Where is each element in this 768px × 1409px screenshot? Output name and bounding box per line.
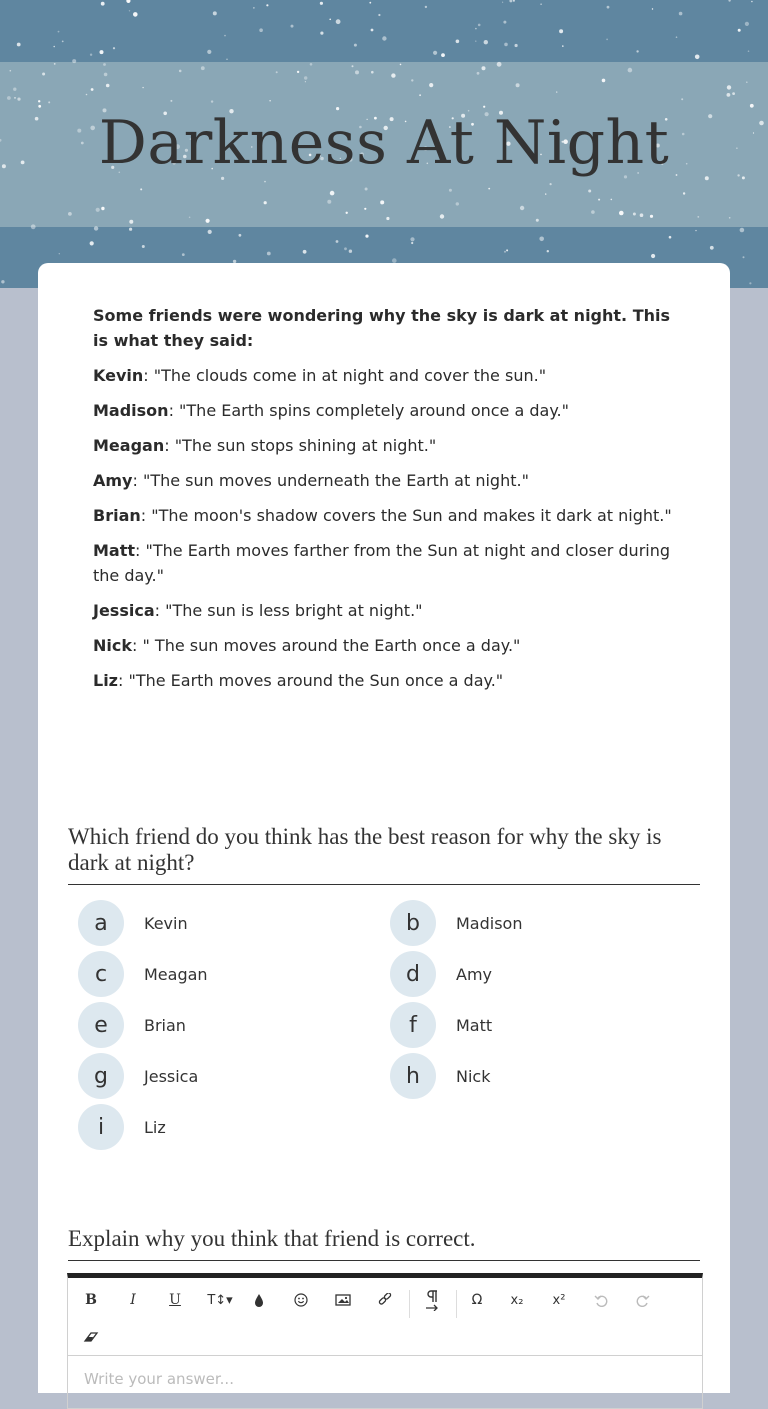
- intro-text: [93, 303, 673, 703]
- snowflake: [113, 47, 115, 49]
- snowflake: [441, 53, 445, 57]
- snowflake: [126, 0, 130, 3]
- option-letter-badge[interactable]: c: [78, 951, 124, 997]
- snowflake: [591, 210, 595, 214]
- option-label: Amy: [456, 964, 492, 984]
- snowflake: [96, 208, 100, 212]
- snowflake: [182, 253, 185, 256]
- snowflake: [602, 79, 606, 83]
- snowflake: [411, 79, 413, 81]
- option-letter-badge[interactable]: a: [78, 900, 124, 946]
- snowflake: [697, 216, 699, 218]
- statement-madison: [93, 398, 673, 423]
- snowflake: [140, 188, 142, 190]
- snowflake: [738, 29, 741, 32]
- snowflake: [391, 73, 395, 77]
- snowflake: [503, 21, 506, 24]
- snowflake: [449, 189, 452, 192]
- snowflake: [365, 235, 368, 238]
- snowflake: [42, 73, 45, 76]
- snowflake: [142, 87, 143, 88]
- snowflake: [545, 193, 546, 194]
- snowflake: [652, 8, 653, 9]
- snowflake: [484, 40, 488, 44]
- snowflake: [354, 44, 357, 47]
- ink-drop-icon: [253, 1293, 265, 1307]
- snowflake: [745, 22, 749, 26]
- option-e[interactable]: [78, 1002, 378, 1048]
- statement-brian: [93, 503, 673, 528]
- intro-lead: Some friends were wondering why the sky is dark at night. This is what they said:: [93, 306, 671, 350]
- statement-liz: [93, 668, 673, 693]
- snowflake: [419, 94, 421, 96]
- snowflake: [90, 241, 94, 245]
- snowflake: [226, 59, 227, 60]
- snowflake: [559, 29, 563, 33]
- snowflake: [327, 200, 331, 204]
- snowflake: [504, 251, 506, 253]
- snowflake: [31, 224, 36, 229]
- image-button[interactable]: [328, 1285, 358, 1315]
- statement-speaker: Meagan: [93, 436, 165, 455]
- emoji-button[interactable]: [286, 1285, 316, 1315]
- snowflake: [10, 70, 12, 72]
- statement-speaker: Matt: [93, 541, 136, 560]
- snowflake: [429, 83, 433, 87]
- snowflake: [269, 100, 270, 101]
- snowflake: [633, 213, 636, 216]
- snowflake: [732, 92, 735, 95]
- snowflake: [695, 55, 700, 60]
- snowflake: [101, 207, 104, 210]
- snowflake: [142, 245, 145, 248]
- answer-editor: [67, 1273, 703, 1409]
- snowflake: [369, 2, 371, 4]
- snowflake: [364, 208, 366, 210]
- option-label: Kevin: [144, 913, 188, 933]
- snowflake: [59, 253, 60, 254]
- snowflake: [72, 59, 76, 63]
- option-g[interactable]: [78, 1053, 378, 1099]
- snowflake: [710, 246, 714, 250]
- snowflake: [411, 242, 413, 244]
- snowflake: [728, 0, 730, 2]
- statement-speaker: Brian: [93, 506, 141, 525]
- header-banner: [0, 0, 768, 288]
- snowflake: [513, 0, 515, 2]
- redo-icon: [636, 1293, 650, 1307]
- snowflake: [440, 214, 444, 218]
- snowflake: [478, 24, 481, 27]
- snowflake: [547, 250, 549, 252]
- snowflake: [502, 2, 503, 3]
- option-letter-badge[interactable]: d: [390, 951, 436, 997]
- snowflake: [588, 190, 591, 193]
- statement-speaker: Jessica: [93, 601, 155, 620]
- option-a[interactable]: [78, 900, 378, 946]
- snowflake: [497, 62, 502, 67]
- snowflake: [90, 54, 92, 56]
- snowflake: [536, 219, 539, 222]
- snowflake: [515, 44, 518, 47]
- snowflake: [303, 250, 307, 254]
- snowflake: [433, 51, 437, 55]
- snowflake: [751, 1, 753, 3]
- snowflake: [129, 10, 130, 11]
- snowflake: [344, 247, 347, 250]
- snowflake: [201, 66, 205, 70]
- snowflake: [520, 206, 524, 210]
- bold-button[interactable]: B: [85, 1292, 97, 1308]
- option-label: Meagan: [144, 964, 208, 984]
- snowflake: [291, 25, 294, 28]
- snowflake: [619, 211, 624, 216]
- snowflake: [100, 50, 104, 54]
- snowflake: [179, 70, 182, 73]
- snowflake: [170, 100, 172, 102]
- statement-meagan: [93, 433, 673, 458]
- snowflake: [68, 212, 72, 216]
- option-letter-badge[interactable]: h: [390, 1053, 436, 1099]
- snowflake: [62, 41, 64, 43]
- option-letter-badge[interactable]: e: [78, 1002, 124, 1048]
- statement-jessica: [93, 598, 673, 623]
- snowflake: [562, 45, 564, 47]
- snowflake: [456, 40, 460, 44]
- snowflake: [336, 240, 339, 243]
- snowflake: [86, 94, 88, 96]
- link-icon: [378, 1293, 392, 1307]
- snowflake: [749, 282, 751, 284]
- snowflake: [482, 66, 486, 70]
- snowflake: [336, 19, 341, 24]
- snowflake: [606, 39, 608, 41]
- smiley-icon: [294, 1293, 308, 1307]
- text-color-button[interactable]: [244, 1285, 274, 1315]
- pilcrow-icon: [425, 1289, 439, 1311]
- snowflake: [636, 50, 638, 52]
- snowflake: [267, 252, 271, 256]
- snowflake: [266, 4, 268, 6]
- toolbar-separator: [456, 1290, 457, 1318]
- statement-text: : " The sun moves around the Earth once a day.": [132, 636, 521, 655]
- snowflake: [683, 192, 685, 194]
- snowflake: [676, 36, 678, 38]
- snowflake: [740, 228, 745, 233]
- italic-button[interactable]: I: [130, 1292, 136, 1308]
- special-char-button[interactable]: Ω: [471, 1292, 483, 1308]
- snowflake: [1, 280, 4, 283]
- snowflake: [371, 71, 374, 74]
- snowflake: [54, 63, 56, 65]
- snowflake: [189, 217, 191, 219]
- statement-text: : "The moon's shadow covers the Sun and makes it dark at night.": [140, 506, 672, 525]
- snowflake: [743, 256, 745, 258]
- option-label: Nick: [456, 1066, 491, 1086]
- snowflake: [380, 200, 384, 204]
- paragraph-direction-button[interactable]: [417, 1285, 447, 1315]
- statement-text: : "The Earth spins completely around once a day.": [168, 401, 569, 420]
- option-letter-badge[interactable]: i: [78, 1104, 124, 1150]
- statement-text: : "The Earth moves farther from the Sun at night and closer during the day.": [93, 541, 671, 585]
- snowflake: [400, 64, 402, 66]
- option-label: Madison: [456, 913, 523, 933]
- snowflake: [53, 46, 55, 48]
- question-1-prompt: Which friend do you think has the best reason for why the sky is dark at night?: [68, 824, 700, 885]
- statement-matt: [93, 538, 673, 588]
- statement-speaker: Liz: [93, 671, 118, 690]
- snowflake: [206, 219, 210, 223]
- snowflake: [695, 230, 696, 231]
- editor-toolbar: [68, 1278, 702, 1356]
- option-label: Liz: [144, 1117, 166, 1137]
- snowflake: [91, 88, 94, 91]
- snowflake: [540, 3, 542, 5]
- statements-list: [93, 363, 673, 693]
- statement-amy: [93, 468, 673, 493]
- clear-format-button[interactable]: [76, 1322, 106, 1352]
- snowflake: [310, 63, 313, 66]
- snowflake: [556, 91, 557, 92]
- image-icon: [335, 1293, 351, 1307]
- answer-input[interactable]: Write your answer...: [84, 1370, 234, 1388]
- option-letter-badge[interactable]: g: [78, 1053, 124, 1099]
- snowflake: [14, 97, 16, 99]
- undo-icon: [594, 1293, 608, 1307]
- snowflake: [48, 101, 50, 103]
- snowflake: [133, 12, 138, 17]
- snowflake: [38, 100, 40, 102]
- toolbar-separator: [409, 1290, 410, 1318]
- snowflake: [305, 81, 306, 82]
- option-i[interactable]: [78, 1104, 378, 1150]
- statement-text: : "The sun stops shining at night.": [164, 436, 437, 455]
- snowflake: [297, 71, 299, 73]
- snowflake: [488, 188, 490, 190]
- snowflake: [264, 201, 267, 204]
- snowflake: [598, 199, 600, 201]
- question-2-prompt: Explain why you think that friend is correct.: [68, 1226, 700, 1261]
- snowflake: [378, 14, 380, 16]
- statement-text: : "The Earth moves around the Sun once a day.": [118, 671, 504, 690]
- snowflake: [7, 96, 11, 100]
- snowflake: [276, 71, 278, 73]
- superscript-button[interactable]: x²: [552, 1292, 566, 1308]
- snowflake: [628, 68, 633, 73]
- snowflake: [410, 237, 414, 241]
- option-letter-badge[interactable]: f: [390, 1002, 436, 1048]
- snowflake: [504, 43, 508, 47]
- option-label: Jessica: [144, 1066, 199, 1086]
- statement-kevin: [93, 363, 673, 388]
- statement-speaker: Amy: [93, 471, 133, 490]
- snowflake: [13, 88, 16, 91]
- snowflake: [129, 220, 133, 224]
- snowflake: [129, 228, 132, 231]
- snowflake: [669, 236, 672, 239]
- snowflake: [650, 215, 653, 218]
- underline-button[interactable]: U: [169, 1292, 181, 1308]
- snowflake: [106, 84, 110, 88]
- snowflake: [386, 217, 389, 220]
- snowflake: [679, 12, 683, 16]
- snowflake: [207, 50, 211, 54]
- snowflake: [516, 83, 520, 87]
- snowflake: [509, 0, 512, 2]
- snowflake: [371, 29, 374, 32]
- snowflake: [681, 98, 683, 100]
- statement-text: : "The sun moves underneath the Earth at night.": [132, 471, 529, 490]
- text-size-button[interactable]: T↕▾: [207, 1292, 233, 1308]
- snowflake: [748, 50, 750, 52]
- link-button[interactable]: [370, 1285, 400, 1315]
- statement-speaker: Kevin: [93, 366, 144, 385]
- subscript-button[interactable]: x₂: [510, 1292, 524, 1308]
- snowflake: [101, 2, 105, 6]
- option-label: Matt: [456, 1015, 493, 1035]
- snowflake: [104, 73, 108, 77]
- snowflake: [727, 93, 731, 97]
- snowflake: [224, 35, 226, 37]
- snowflake: [320, 2, 323, 5]
- snowflake: [611, 199, 613, 201]
- snowflake: [475, 28, 477, 30]
- snowflake: [352, 65, 354, 67]
- redo-button[interactable]: [628, 1285, 658, 1315]
- statement-text: : "The sun is less bright at night.": [154, 601, 423, 620]
- snowflake: [239, 234, 242, 237]
- snowflake: [103, 63, 106, 66]
- snowflake: [304, 76, 307, 79]
- snowflake: [17, 98, 20, 101]
- option-c[interactable]: [78, 951, 378, 997]
- snowflake: [349, 250, 352, 253]
- eraser-icon: [83, 1331, 99, 1343]
- snowflake: [640, 213, 644, 217]
- snowflake: [208, 230, 212, 234]
- snowflake: [211, 100, 213, 102]
- option-b[interactable]: [390, 900, 690, 946]
- option-f[interactable]: [390, 1002, 690, 1048]
- undo-button[interactable]: [586, 1285, 616, 1315]
- snowflake: [264, 181, 266, 183]
- snowflake: [727, 85, 731, 89]
- snowflake: [346, 212, 348, 214]
- snowflake: [365, 188, 368, 191]
- snowflake: [382, 36, 386, 40]
- statement-speaker: Nick: [93, 636, 132, 655]
- snowflake: [550, 183, 552, 185]
- statement-text: : "The clouds come in at night and cover the sun.": [143, 366, 547, 385]
- snowflake: [539, 237, 544, 242]
- option-h[interactable]: [390, 1053, 690, 1099]
- option-d[interactable]: [390, 951, 690, 997]
- snowflake: [94, 226, 98, 230]
- snowflake: [330, 191, 335, 196]
- snowflake: [259, 28, 263, 32]
- snowflake: [729, 217, 731, 219]
- snowflake: [17, 43, 21, 47]
- snowflake: [607, 6, 610, 9]
- snowflake: [651, 254, 655, 258]
- page-title: Darkness At Night: [98, 108, 670, 178]
- statement-speaker: Madison: [93, 401, 169, 420]
- snowflake: [456, 202, 459, 205]
- snowflake: [746, 81, 748, 83]
- snowflake: [355, 70, 359, 74]
- snowflake: [320, 31, 323, 34]
- snowflake: [475, 41, 476, 42]
- snowflake: [506, 249, 508, 251]
- option-label: Brian: [144, 1015, 186, 1035]
- snowflake: [213, 11, 217, 15]
- snowflake: [253, 7, 254, 8]
- snowflake: [477, 72, 480, 75]
- option-letter-badge[interactable]: b: [390, 900, 436, 946]
- worksheet-card: [38, 263, 730, 1393]
- statement-nick: [93, 633, 673, 658]
- snowflake: [58, 31, 60, 33]
- snowflake: [425, 6, 427, 8]
- snowflake: [329, 19, 331, 21]
